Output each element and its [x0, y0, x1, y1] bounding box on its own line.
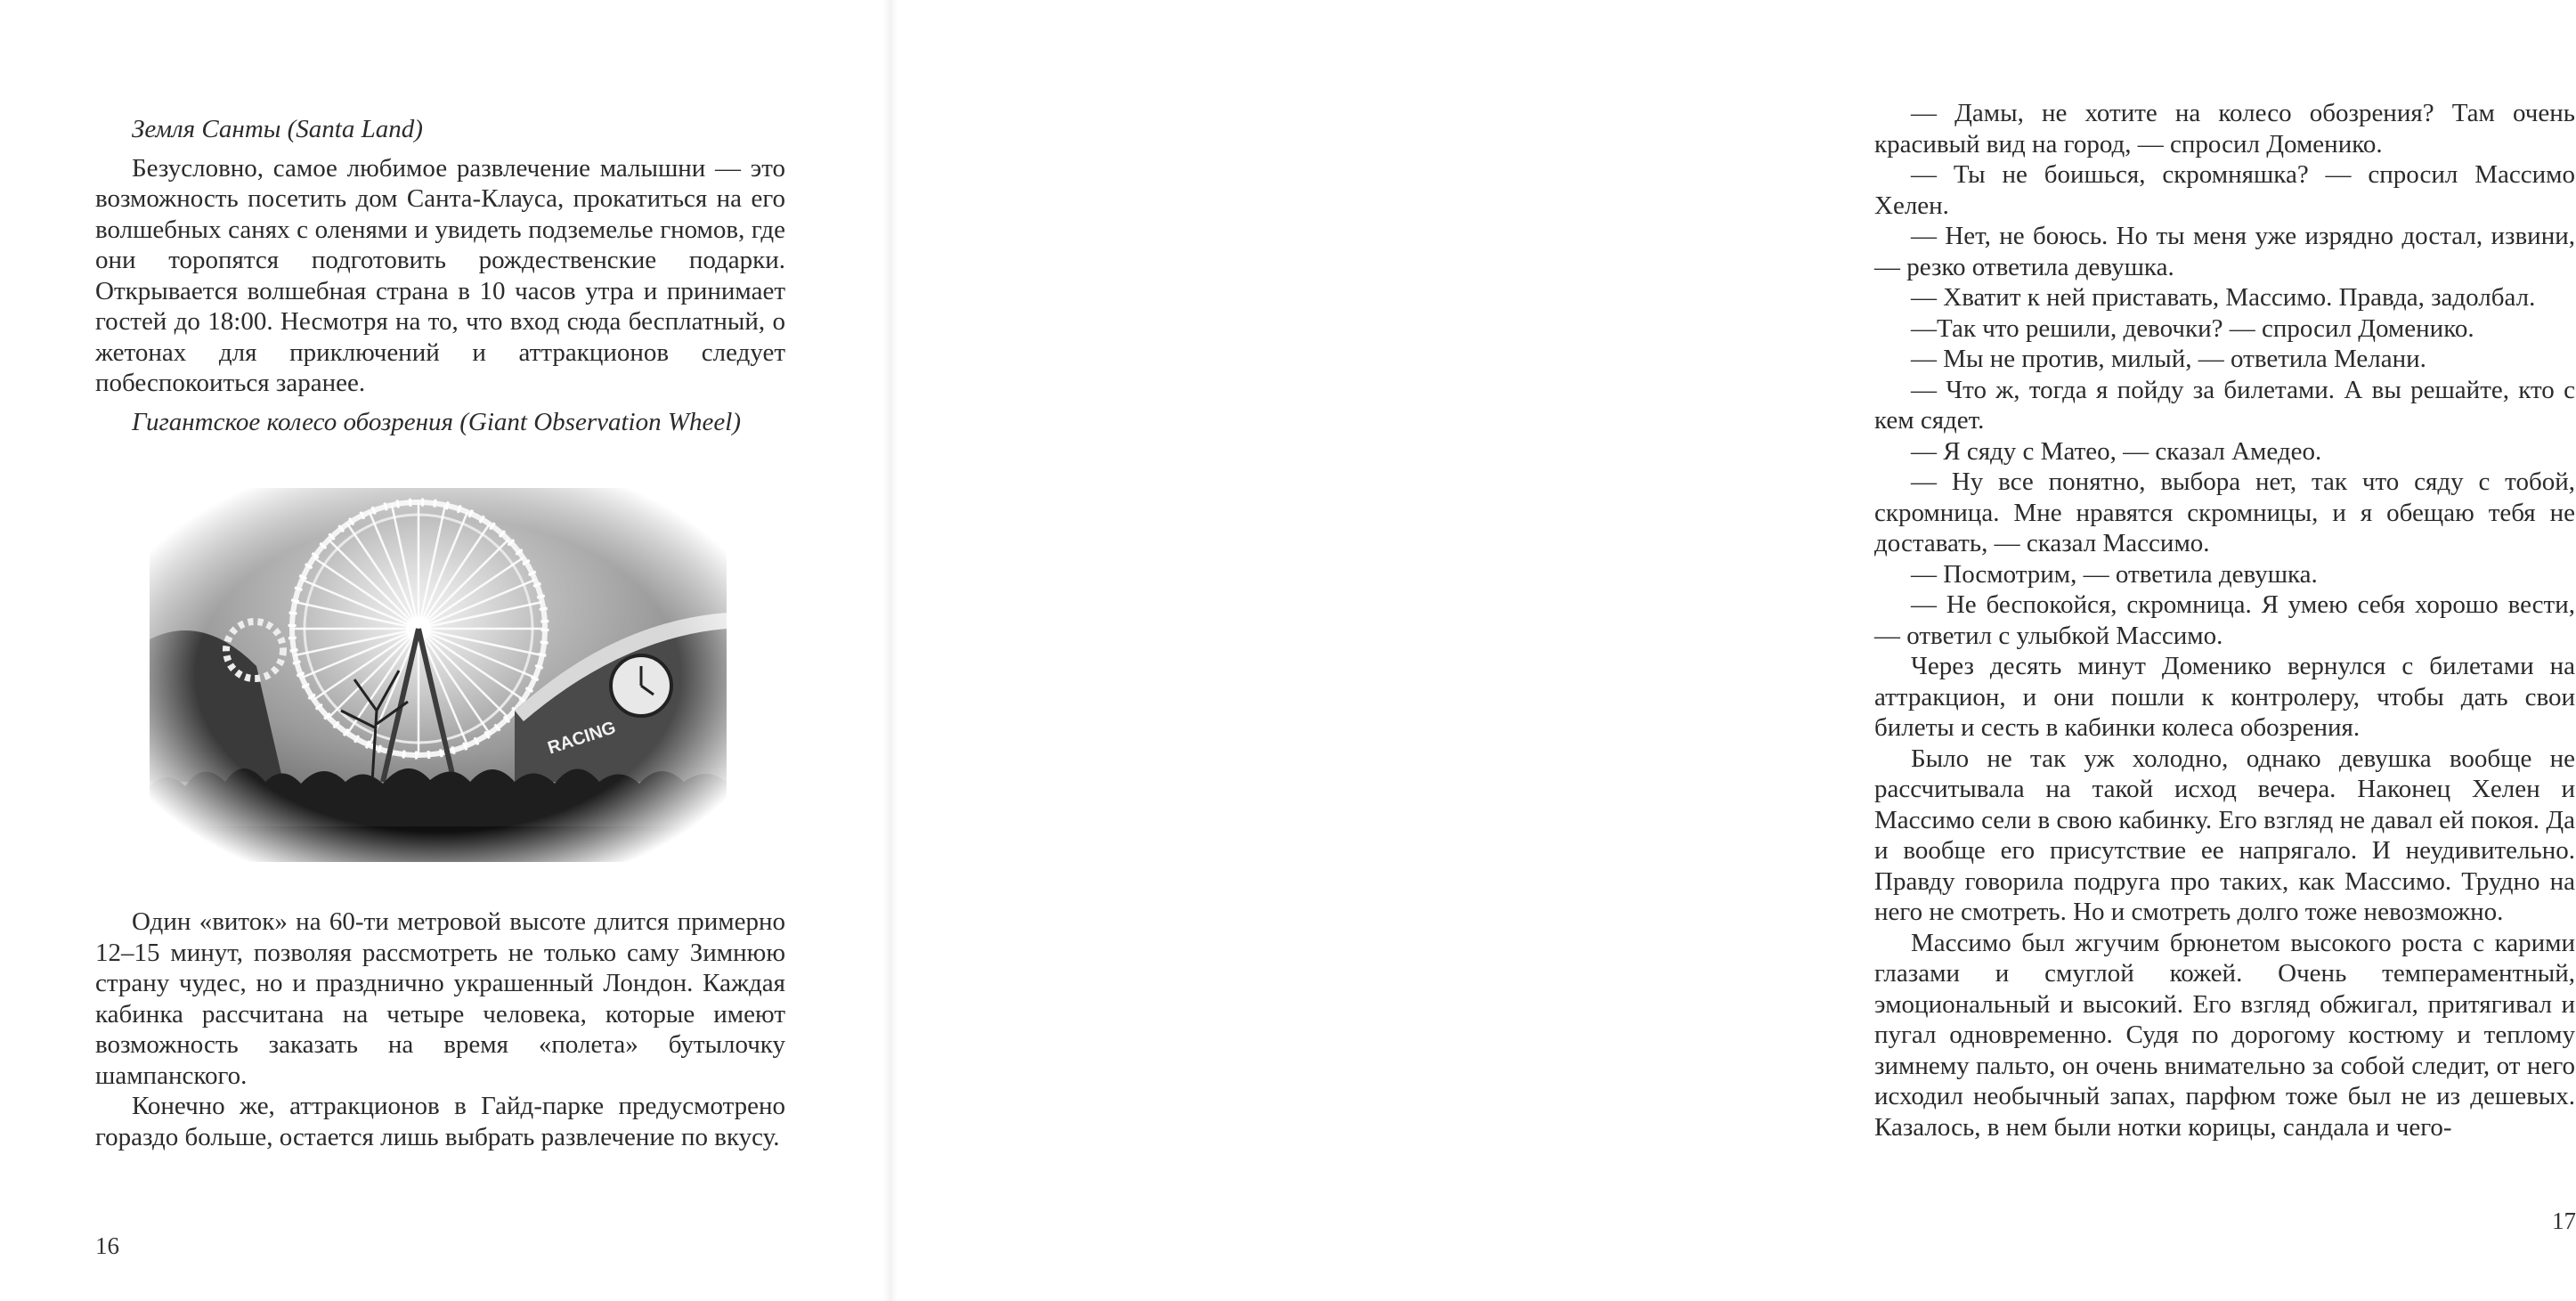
paragraph: Было не так уж холодно, однако девушка вообще не рассчитывала на такой исход вечера. Наконец Хелен и Массимо сели в свою кабинку. Его взгляд не давал ей покоя. Да и вообще его присутствие ее напрягало. И неудивительно. Правду говорила подруга про таких, как Массимо. Трудно на него не смотреть. Но и смотреть долго тоже невозможно.: [1874, 744, 2575, 926]
section-heading-santa-land: Земля Санты (Santa Land): [132, 115, 423, 143]
paragraph: — Ты не боишься, скромняшка? — спросил Массимо Хелен.: [1874, 160, 2575, 220]
paragraph: — Дамы, не хотите на колесо обозрения? Там очень красивый вид на город, — спросил Доменико.: [1874, 99, 2575, 159]
paragraph: Через десять минут Доменико вернулся с билетами на аттракцион, и они пошли к контролеру, чтобы дать свои билеты и сесть в кабинки колеса обозрения.: [1874, 652, 2575, 742]
left-bottom-text: [95, 907, 785, 1152]
page-number-right: 17: [2552, 1207, 2576, 1234]
left-top-text: [95, 114, 785, 437]
left-page: [0, 0, 890, 1301]
paragraph: — Что ж, тогда я пойду за билетами. А вы решайте, кто с кем сядет.: [1874, 375, 2575, 435]
right-text: [1874, 98, 2575, 1142]
paragraph: Массимо был жгучим брюнетом высокого роста с карими глазами и смуглой кожей. Очень темпераментный, эмоциональный и высокий. Его взгляд обжигал, притягивал и пугал одновременно. Судя по дорогому костюму и теплому зимнему пальто, он очень внимательно за собой следит, от него исходил необычный запах, парфюм тоже был не из дешевых. Казалось, в нем были нотки корицы, сандала и чего-: [1874, 928, 2575, 1142]
paragraph: — Мы не против, милый, — ответила Мелани.: [1911, 345, 2426, 373]
paragraph: — Я сяду с Матео, — сказал Амедео.: [1911, 436, 2322, 466]
page-number-left: 16: [95, 1232, 119, 1259]
paragraph: — Ну все понятно, выбора нет, так что сяду с тобой, скромница. Мне нравятся скромницы, и я обещаю тебя не доставать, — сказал Массимо.: [1874, 468, 2575, 557]
paragraph: — Хватит к ней приставать, Массимо. Правда, задолбал.: [1911, 283, 2536, 312]
paragraph: —Так что решили, девочки? — спросил Доменико.: [1911, 313, 2474, 343]
ferris-wheel-photo: [150, 488, 727, 862]
paragraph: — Не беспокойся, скромница. Я умею себя хорошо вести, — ответил с улыбкой Массимо.: [1874, 590, 2575, 650]
paragraph: — Посмотрим, — ответила девушка.: [1911, 559, 2318, 589]
section-heading-observation-wheel: Гигантское колесо обозрения (Giant Observation Wheel): [132, 407, 741, 436]
paragraph-attractions: Конечно же, аттракционов в Гайд-парке предусмотрено гораздо больше, остается лишь выбрать развлечение по вкусу.: [95, 1092, 785, 1151]
paragraph-santa-land: Безусловно, самое любимое развлечение малышни — это возможность посетить дом Санта-Клауса, прокатиться на его волшебных санях с оленями и увидеть подземелье гномов, где они торопятся подготовить рождественские подарки. Открывается волшебная страна в 10 часов утра и принимает гостей до 18:00. Несмотря на то, что вход сюда бесплатный, о жетонах для приключений и аттракционов следует побеспокоиться заранее.: [95, 153, 785, 397]
paragraph: — Нет, не боюсь. Но ты меня уже изрядно достал, извини, — резко ответила девушка.: [1874, 222, 2575, 281]
paragraph-wheel-ride: Один «виток» на 60-ти метровой высоте длится примерно 12–15 минут, позволяя рассмотреть не только саму Зимнюю страну чудес, но и празднично украшенный Лондон. Каждая кабинка рассчитана на четыре человека, которые имеют возможность заказать на время «полета» бутылочку шампанского.: [95, 907, 785, 1090]
right-page: [890, 0, 2576, 1301]
photo-vignette: [150, 488, 727, 862]
